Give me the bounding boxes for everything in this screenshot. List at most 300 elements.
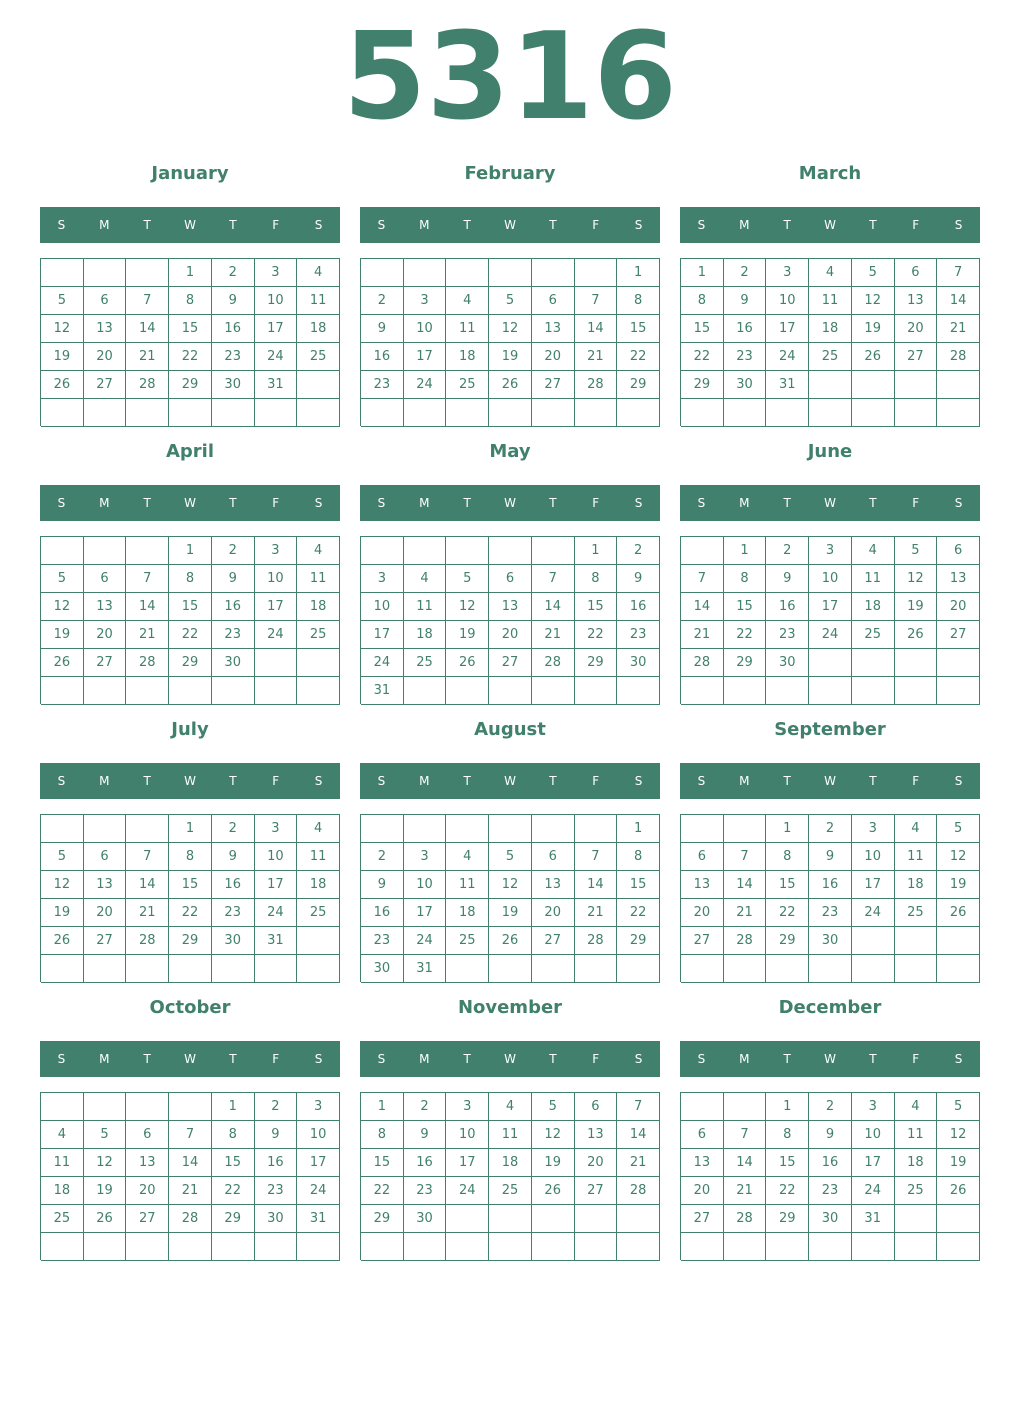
day-cell: 22 (681, 343, 724, 371)
day-grid (40, 536, 340, 704)
weekday-label: S (314, 496, 323, 510)
day-cell: 7 (724, 843, 767, 871)
weekday-label: T (783, 218, 791, 232)
empty-cell (809, 955, 852, 983)
day-cell: 31 (852, 1205, 895, 1233)
day-cell: 16 (724, 315, 767, 343)
day-cell: 12 (852, 287, 895, 315)
day-cell: 26 (446, 649, 489, 677)
day-cell: 2 (766, 537, 809, 565)
day-cell: 13 (575, 1121, 618, 1149)
empty-cell (489, 259, 532, 287)
day-cell: 26 (41, 927, 84, 955)
day-cell: 25 (404, 649, 447, 677)
day-cell: 19 (937, 871, 980, 899)
day-cell: 27 (84, 371, 127, 399)
empty-cell (297, 1233, 340, 1261)
day-cell: 10 (809, 565, 852, 593)
day-cell: 19 (489, 343, 532, 371)
day-cell: 9 (809, 843, 852, 871)
day-cell: 15 (766, 871, 809, 899)
empty-cell (895, 955, 938, 983)
day-grid (680, 536, 980, 704)
weekday-header (360, 485, 660, 521)
day-cell: 3 (404, 843, 447, 871)
day-cell: 23 (766, 621, 809, 649)
day-cell: 7 (681, 565, 724, 593)
day-cell: 16 (766, 593, 809, 621)
day-cell: 7 (532, 565, 575, 593)
empty-cell (895, 927, 938, 955)
day-cell: 2 (617, 537, 660, 565)
day-cell: 26 (852, 343, 895, 371)
day-cell: 22 (212, 1177, 255, 1205)
day-cell: 11 (404, 593, 447, 621)
day-cell: 6 (126, 1121, 169, 1149)
weekday-label: S (634, 496, 643, 510)
day-cell: 30 (724, 371, 767, 399)
day-cell: 16 (212, 871, 255, 899)
day-cell: 14 (724, 871, 767, 899)
empty-cell (212, 399, 255, 427)
empty-cell (297, 927, 340, 955)
empty-cell (852, 649, 895, 677)
weekday-header (680, 207, 980, 243)
empty-cell (297, 677, 340, 705)
empty-cell (937, 677, 980, 705)
weekday-label: T (143, 496, 151, 510)
day-cell: 26 (41, 371, 84, 399)
day-cell: 25 (809, 343, 852, 371)
day-cell: 14 (169, 1149, 212, 1177)
empty-cell (404, 1233, 447, 1261)
day-cell: 12 (446, 593, 489, 621)
empty-cell (446, 399, 489, 427)
empty-cell (404, 677, 447, 705)
day-cell: 10 (852, 843, 895, 871)
empty-cell (895, 1233, 938, 1261)
day-cell: 6 (84, 843, 127, 871)
day-cell: 3 (852, 815, 895, 843)
empty-cell (809, 677, 852, 705)
day-cell: 13 (681, 871, 724, 899)
empty-cell (169, 399, 212, 427)
day-cell: 30 (766, 649, 809, 677)
day-cell: 2 (212, 815, 255, 843)
day-cell: 20 (84, 621, 127, 649)
empty-cell (724, 399, 767, 427)
day-cell: 23 (404, 1177, 447, 1205)
weekday-label: S (314, 774, 323, 788)
day-cell: 24 (361, 649, 404, 677)
weekday-label: S (954, 496, 963, 510)
day-cell: 11 (809, 287, 852, 315)
day-cell: 21 (575, 899, 618, 927)
empty-cell (41, 1093, 84, 1121)
day-cell: 17 (404, 343, 447, 371)
day-cell: 6 (575, 1093, 618, 1121)
day-cell: 28 (575, 927, 618, 955)
empty-cell (41, 1233, 84, 1261)
day-cell: 18 (297, 315, 340, 343)
day-cell: 14 (724, 1149, 767, 1177)
weekday-label: W (184, 496, 196, 510)
day-cell: 21 (532, 621, 575, 649)
day-cell: 8 (361, 1121, 404, 1149)
empty-cell (361, 1233, 404, 1261)
day-cell: 1 (212, 1093, 255, 1121)
empty-cell (41, 815, 84, 843)
day-cell: 16 (809, 1149, 852, 1177)
day-cell: 19 (852, 315, 895, 343)
empty-cell (255, 1233, 298, 1261)
day-cell: 15 (169, 593, 212, 621)
empty-cell (169, 1093, 212, 1121)
weekday-label: T (869, 218, 877, 232)
day-cell: 6 (532, 287, 575, 315)
day-cell: 3 (766, 259, 809, 287)
day-cell: 6 (681, 1121, 724, 1149)
weekday-label: F (592, 496, 600, 510)
weekday-header (40, 207, 340, 243)
day-cell: 3 (809, 537, 852, 565)
day-cell: 11 (41, 1149, 84, 1177)
day-cell: 21 (724, 899, 767, 927)
day-cell: 12 (41, 315, 84, 343)
empty-cell (937, 399, 980, 427)
weekday-label: S (57, 774, 66, 788)
year-title: 5316 (343, 8, 677, 147)
day-cell: 27 (489, 649, 532, 677)
day-cell: 10 (255, 287, 298, 315)
day-cell: 14 (681, 593, 724, 621)
weekday-label: S (954, 1052, 963, 1066)
day-cell: 9 (724, 287, 767, 315)
empty-cell (126, 677, 169, 705)
empty-cell (681, 1233, 724, 1261)
day-cell: 12 (84, 1149, 127, 1177)
day-cell: 2 (255, 1093, 298, 1121)
weekday-label: S (634, 1052, 643, 1066)
weekday-header (40, 1041, 340, 1077)
empty-cell (575, 677, 618, 705)
weekday-label: S (377, 218, 386, 232)
day-cell: 16 (404, 1149, 447, 1177)
empty-cell (809, 649, 852, 677)
empty-cell (446, 1205, 489, 1233)
weekday-label: W (504, 496, 516, 510)
day-cell: 6 (681, 843, 724, 871)
day-cell: 30 (212, 649, 255, 677)
day-cell: 18 (489, 1149, 532, 1177)
day-cell: 23 (361, 927, 404, 955)
day-cell: 10 (404, 871, 447, 899)
day-cell: 28 (575, 371, 618, 399)
day-cell: 16 (361, 899, 404, 927)
day-cell: 5 (937, 1093, 980, 1121)
day-cell: 6 (489, 565, 532, 593)
day-cell: 16 (255, 1149, 298, 1177)
empty-cell (681, 537, 724, 565)
day-grid (40, 1092, 340, 1260)
empty-cell (126, 537, 169, 565)
empty-cell (724, 1233, 767, 1261)
day-cell: 17 (852, 1149, 895, 1177)
day-cell: 26 (84, 1205, 127, 1233)
day-cell: 24 (852, 1177, 895, 1205)
day-cell: 1 (724, 537, 767, 565)
empty-cell (126, 399, 169, 427)
day-cell: 23 (212, 343, 255, 371)
day-grid (680, 258, 980, 426)
weekday-label: W (824, 1052, 836, 1066)
day-cell: 29 (617, 371, 660, 399)
empty-cell (575, 259, 618, 287)
month-name: February (464, 163, 556, 184)
day-cell: 20 (84, 899, 127, 927)
month-name: October (149, 997, 231, 1018)
day-cell: 16 (617, 593, 660, 621)
empty-cell (297, 399, 340, 427)
day-cell: 1 (169, 815, 212, 843)
empty-cell (84, 259, 127, 287)
weekday-label: M (419, 496, 430, 510)
day-cell: 30 (212, 927, 255, 955)
day-cell: 8 (617, 287, 660, 315)
day-cell: 13 (532, 871, 575, 899)
day-cell: 25 (489, 1177, 532, 1205)
empty-cell (489, 677, 532, 705)
day-cell: 8 (681, 287, 724, 315)
empty-cell (489, 1233, 532, 1261)
day-cell: 5 (489, 843, 532, 871)
day-cell: 2 (361, 287, 404, 315)
empty-cell (404, 259, 447, 287)
day-cell: 11 (446, 871, 489, 899)
month-name: December (778, 997, 882, 1018)
weekday-label: W (184, 218, 196, 232)
day-cell: 30 (404, 1205, 447, 1233)
day-cell: 20 (489, 621, 532, 649)
empty-cell (681, 677, 724, 705)
day-cell: 29 (361, 1205, 404, 1233)
day-cell: 26 (489, 927, 532, 955)
day-cell: 3 (446, 1093, 489, 1121)
day-cell: 14 (575, 315, 618, 343)
day-cell: 7 (937, 259, 980, 287)
day-cell: 20 (532, 899, 575, 927)
day-cell: 5 (489, 287, 532, 315)
empty-cell (41, 259, 84, 287)
empty-cell (532, 399, 575, 427)
weekday-label: S (954, 218, 963, 232)
day-cell: 9 (212, 287, 255, 315)
weekday-label: S (634, 774, 643, 788)
day-cell: 22 (169, 343, 212, 371)
weekday-label: T (143, 1052, 151, 1066)
empty-cell (575, 1205, 618, 1233)
day-cell: 17 (446, 1149, 489, 1177)
weekday-label: S (57, 1052, 66, 1066)
day-cell: 11 (297, 287, 340, 315)
day-cell: 12 (532, 1121, 575, 1149)
day-cell: 3 (255, 815, 298, 843)
day-cell: 2 (724, 259, 767, 287)
day-cell: 10 (766, 287, 809, 315)
day-cell: 21 (681, 621, 724, 649)
day-cell: 7 (724, 1121, 767, 1149)
empty-cell (937, 1233, 980, 1261)
day-cell: 17 (766, 315, 809, 343)
day-cell: 1 (169, 259, 212, 287)
day-cell: 3 (255, 537, 298, 565)
weekday-label: T (869, 496, 877, 510)
day-cell: 9 (212, 565, 255, 593)
day-cell: 2 (212, 259, 255, 287)
day-cell: 23 (255, 1177, 298, 1205)
day-cell: 4 (852, 537, 895, 565)
weekday-label: F (912, 774, 920, 788)
empty-cell (126, 1093, 169, 1121)
empty-cell (852, 1233, 895, 1261)
day-cell: 24 (255, 621, 298, 649)
day-cell: 26 (895, 621, 938, 649)
day-cell: 9 (255, 1121, 298, 1149)
day-cell: 12 (937, 843, 980, 871)
weekday-header (680, 485, 980, 521)
day-cell: 19 (895, 593, 938, 621)
empty-cell (766, 677, 809, 705)
weekday-label: F (592, 1052, 600, 1066)
day-cell: 5 (84, 1121, 127, 1149)
day-cell: 15 (617, 871, 660, 899)
weekday-header (360, 763, 660, 799)
day-cell: 17 (255, 315, 298, 343)
day-cell: 31 (255, 927, 298, 955)
day-cell: 13 (84, 315, 127, 343)
day-cell: 4 (297, 259, 340, 287)
day-cell: 20 (126, 1177, 169, 1205)
weekday-label: T (549, 774, 557, 788)
weekday-label: S (697, 774, 706, 788)
day-cell: 10 (361, 593, 404, 621)
weekday-label: F (272, 218, 280, 232)
day-cell: 15 (766, 1149, 809, 1177)
day-cell: 28 (724, 1205, 767, 1233)
day-cell: 14 (126, 871, 169, 899)
day-cell: 20 (895, 315, 938, 343)
empty-cell (255, 399, 298, 427)
day-cell: 16 (212, 593, 255, 621)
day-cell: 23 (361, 371, 404, 399)
empty-cell (895, 649, 938, 677)
day-cell: 29 (169, 649, 212, 677)
empty-cell (255, 649, 298, 677)
day-cell: 22 (169, 899, 212, 927)
day-cell: 26 (937, 1177, 980, 1205)
empty-cell (212, 955, 255, 983)
empty-cell (575, 815, 618, 843)
weekday-label: S (377, 774, 386, 788)
empty-cell (169, 677, 212, 705)
empty-cell (617, 1205, 660, 1233)
empty-cell (895, 1205, 938, 1233)
day-cell: 11 (489, 1121, 532, 1149)
day-cell: 13 (532, 315, 575, 343)
weekday-label: T (143, 218, 151, 232)
day-cell: 9 (212, 843, 255, 871)
empty-cell (532, 1205, 575, 1233)
day-cell: 1 (361, 1093, 404, 1121)
weekday-label: T (783, 774, 791, 788)
day-cell: 12 (489, 315, 532, 343)
empty-cell (809, 1233, 852, 1261)
day-cell: 28 (126, 927, 169, 955)
weekday-label: S (954, 774, 963, 788)
day-cell: 27 (575, 1177, 618, 1205)
empty-cell (766, 955, 809, 983)
day-cell: 15 (169, 871, 212, 899)
empty-cell (937, 1205, 980, 1233)
empty-cell (681, 955, 724, 983)
day-cell: 15 (361, 1149, 404, 1177)
day-cell: 1 (169, 537, 212, 565)
empty-cell (446, 815, 489, 843)
day-cell: 19 (84, 1177, 127, 1205)
empty-cell (809, 371, 852, 399)
weekday-label: W (184, 1052, 196, 1066)
day-cell: 8 (766, 1121, 809, 1149)
day-cell: 8 (575, 565, 618, 593)
month-name: September (774, 719, 886, 740)
day-cell: 30 (361, 955, 404, 983)
day-cell: 24 (255, 899, 298, 927)
day-cell: 24 (404, 371, 447, 399)
empty-cell (41, 537, 84, 565)
empty-cell (404, 815, 447, 843)
day-cell: 5 (41, 287, 84, 315)
day-cell: 4 (489, 1093, 532, 1121)
empty-cell (212, 677, 255, 705)
day-cell: 18 (809, 315, 852, 343)
empty-cell (489, 537, 532, 565)
day-cell: 25 (446, 927, 489, 955)
day-cell: 10 (255, 843, 298, 871)
empty-cell (446, 537, 489, 565)
day-grid (360, 536, 660, 704)
day-cell: 14 (617, 1121, 660, 1149)
day-cell: 22 (766, 1177, 809, 1205)
empty-cell (852, 677, 895, 705)
day-cell: 27 (532, 927, 575, 955)
empty-cell (255, 955, 298, 983)
empty-cell (532, 677, 575, 705)
day-grid (360, 1092, 660, 1260)
day-cell: 25 (297, 899, 340, 927)
empty-cell (532, 259, 575, 287)
weekday-label: M (99, 496, 110, 510)
empty-cell (937, 927, 980, 955)
month-name: April (165, 441, 215, 462)
day-cell: 29 (169, 371, 212, 399)
empty-cell (575, 955, 618, 983)
weekday-label: T (783, 1052, 791, 1066)
day-cell: 20 (575, 1149, 618, 1177)
day-cell: 27 (681, 927, 724, 955)
day-cell: 23 (724, 343, 767, 371)
empty-cell (404, 537, 447, 565)
empty-cell (361, 399, 404, 427)
